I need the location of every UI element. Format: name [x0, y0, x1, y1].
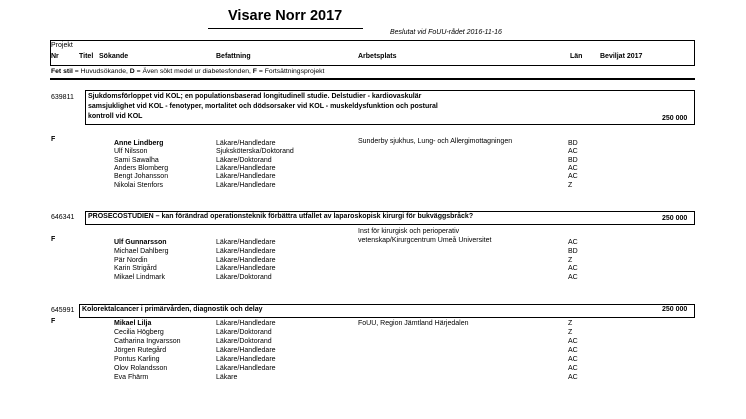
person-row — [0, 364, 746, 373]
person-name: Mikael Lilja — [114, 320, 152, 327]
person-row — [0, 181, 746, 190]
person-name: Sami Sawalha — [114, 157, 159, 164]
project-title-line: Sjukdomsförloppet vid KOL; en populationsbaserad longitudinell studie. Delstudier - kardiovaskulär — [88, 93, 422, 100]
person-name: Anne Lindberg — [114, 140, 164, 147]
person-county: AC — [568, 148, 578, 155]
project-title-line: PROSECOSTUDIEN – kan förändrad operationsteknik förbättra utfallet av laparoskopisk kirurgi för bukväggsbråck? — [88, 213, 474, 220]
person-county: AC — [568, 347, 578, 354]
person-name: Michael Dahlberg — [114, 248, 169, 255]
header-nr: Nr — [51, 53, 59, 60]
project-workplace: FoUU, Region Jämtland Härjedalen — [358, 320, 469, 327]
person-name: Ulf Nilsson — [114, 148, 148, 155]
person-name: Eva Fhärm — [114, 374, 149, 381]
project-workplace: vetenskap/Kirurgcentrum Umeå Universitet — [358, 237, 492, 244]
person-county: AC — [568, 173, 578, 180]
project-flag: F — [51, 318, 56, 325]
project-amount: 250 000 — [662, 115, 688, 122]
person-county: Z — [568, 257, 573, 264]
person-role: Läkare/Handledare — [216, 320, 276, 327]
person-role: Läkare/Doktorand — [216, 329, 272, 336]
person-name: Olov Rolandsson — [114, 365, 168, 372]
person-county: BD — [568, 248, 578, 255]
header-projekt: Projekt — [51, 42, 73, 49]
header-beviljat: Beviljat 2017 — [600, 53, 643, 60]
person-row — [0, 346, 746, 355]
person-row — [0, 337, 746, 346]
person-row — [0, 319, 746, 328]
person-county: AC — [568, 338, 578, 345]
person-role: Läkare/Doktorand — [216, 157, 272, 164]
person-county: BD — [568, 157, 578, 164]
person-county: AC — [568, 239, 578, 246]
project-workplace: Sunderby sjukhus, Lung- och Allergimottagningen — [358, 138, 513, 145]
person-name: Catharina Ingvarsson — [114, 338, 181, 345]
person-name: Anders Blomberg — [114, 165, 169, 172]
person-role: Läkare/Handledare — [216, 347, 276, 354]
header-arbetsplats: Arbetsplats — [358, 53, 397, 60]
person-county: Z — [568, 182, 573, 189]
person-role: Läkare/Handledare — [216, 248, 276, 255]
person-name: Karin Strigård — [114, 265, 157, 272]
person-row — [0, 147, 746, 156]
legend-fet-stil: Fet stil — [51, 68, 73, 75]
project-amount: 250 000 — [662, 215, 688, 222]
person-row — [0, 172, 746, 181]
person-county: AC — [568, 374, 578, 381]
person-name: Pär Nordin — [114, 257, 148, 264]
project-id: 646341 — [51, 214, 75, 221]
project-id: 639811 — [51, 94, 74, 101]
person-name: Nikolai Stenfors — [114, 182, 164, 189]
person-row — [0, 373, 746, 382]
legend-d: D — [129, 68, 135, 75]
legend-f: F — [252, 68, 257, 75]
person-role: Läkare/Handledare — [216, 257, 276, 264]
person-row — [0, 247, 746, 256]
person-name: Bengt Johansson — [114, 173, 169, 180]
person-role: Läkare/Handledare — [216, 140, 276, 147]
person-row — [0, 355, 746, 364]
person-role: Sjuksköterska/Doktorand — [216, 148, 294, 155]
header-befattning: Befattning — [216, 53, 251, 60]
header-lan: Län — [570, 53, 583, 60]
project-flag: F — [51, 136, 56, 143]
person-name: Jörgen Rutegård — [114, 347, 167, 354]
person-role: Läkare/Doktorand — [216, 338, 272, 345]
person-county: BD — [568, 140, 578, 147]
person-role: Läkare — [216, 374, 238, 381]
person-county: AC — [568, 265, 578, 272]
header-titel: Titel — [79, 53, 94, 60]
document-title: Visare Norr 2017 — [228, 8, 343, 24]
project-amount: 250 000 — [662, 306, 688, 313]
person-county: AC — [568, 356, 578, 363]
person-role: Läkare/Handledare — [216, 182, 276, 189]
person-county: AC — [568, 165, 578, 172]
person-role: Läkare/Doktorand — [216, 274, 272, 281]
person-row — [0, 264, 746, 273]
person-role: Läkare/Handledare — [216, 239, 276, 246]
person-role: Läkare/Handledare — [216, 365, 276, 372]
person-name: Pontus Karling — [114, 356, 160, 363]
person-county: AC — [568, 274, 578, 281]
header-sokande: Sökande — [99, 53, 129, 60]
person-county: Z — [568, 329, 573, 336]
project-flag: F — [51, 236, 56, 243]
project-workplace: Inst för kirurgisk och perioperativ — [358, 228, 460, 235]
person-row — [0, 273, 746, 282]
person-role: Läkare/Handledare — [216, 165, 276, 172]
person-county: AC — [568, 365, 578, 372]
title-underline — [208, 28, 363, 29]
project-title-line: samsjuklighet vid KOL - fenotyper, mortalitet och dödsorsaker vid KOL - muskeldysfunktion och postural — [88, 103, 438, 110]
legend-f-text: = Fortsättningsprojekt — [256, 68, 325, 75]
person-name: Ulf Gunnarsson — [114, 239, 167, 246]
legend-underline — [50, 78, 695, 80]
person-county: Z — [568, 320, 573, 327]
decision-note: Beslutat vid FoUU-rådet 2016-11-16 — [390, 29, 502, 36]
person-row — [0, 328, 746, 337]
legend-d-text: = Även sökt medel ur diabetesfonden, — [134, 68, 251, 75]
legend — [51, 68, 324, 75]
person-role: Läkare/Handledare — [216, 356, 276, 363]
project-title-line: Kolorektalcancer i primärvården, diagnostik och delay — [82, 306, 263, 313]
person-name: Cecilia Högberg — [114, 329, 164, 336]
project-id: 645991 — [51, 307, 75, 314]
person-role: Läkare/Handledare — [216, 173, 276, 180]
person-row — [0, 238, 746, 247]
person-name: Mikael Lindmark — [114, 274, 165, 281]
legend-fet-stil-text: = Huvudsökande, — [72, 68, 128, 75]
person-role: Läkare/Handledare — [216, 265, 276, 272]
project-title-line: kontroll vid KOL — [88, 113, 143, 120]
